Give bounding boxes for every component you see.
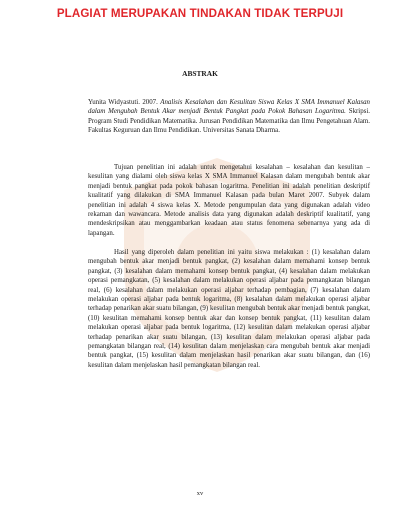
plagiarism-banner: PLAGIAT MERUPAKAN TINDAKAN TIDAK TERPUJI xyxy=(56,7,344,20)
page-number: xv xyxy=(196,490,204,497)
abstract-title: ABSTRAK xyxy=(182,69,218,78)
citation xyxy=(88,98,370,136)
abstract-paragraph-2: Hasil yang diperoleh dalam penelitian ini yaitu siswa melakukan : (1) kesalahan dalam mengubah bentuk akar menjadi bentuk pangkat, (2) kesalahan dalam memahami konsep bentuk pangkat, (3) kesalahan dalam memahami konsep bentuk pangkat, (4) kesalahan dalam melakukan operasi pemangkatan, (5) kesalahan dalam melakukan operasi aljabar pada pemangkatan bilangan real, (6) kesalahan dalam melakukan operasi aljabar terhadap pembagian, (7) kesalahan dalam melakukan operasi aljabar pada bentuk logaritma, (8) kesalahan dalam melakukan operasi aljabar terhadap penarikan akar suatu bilangan, (9) kesulitan mengubah bentuk akar menjadi bentuk pangkat, (10) kesulitan memahami konsep bentuk akar dan konsep bentuk pangkat, (11) kesulitan dalam melakukan operasi aljabar pada bentuk logaritma, (12) kesulitan dalam melakukan operasi aljabar terhadap penarikan akar suatu bilangan, (13) kesulitan dalam melakukan operasi aljabar pada pemangkatan bilangan real, (14) kesulitan dalam menjelaskan cara mengubah bentuk akar menjadi bentuk pangkat, (15) kesulitan dalam menjelaskan hasil penarikan akar suatu bilangan, dan (16) kesulitan dalam menjelaskan hasil pemangkatan bilangan real. xyxy=(88,249,370,369)
citation-title: Analisis Kesalahan dan Kesulitan Siswa Kelas X SMA Immanuel Kalasan dalam Mengubah Bentuk Akar menjadi Bentuk Pangkat pada Pokok Bahasan Logaritma. xyxy=(88,99,370,116)
citation-author: Yunita Widyastuti. 2007. xyxy=(88,99,158,106)
abstract-paragraph-1: Tujuan penelitian ini adalah untuk mengetahui kesalahan – kesalahan dan kesulitan – kesulitan yang dialami oleh siswa kelas X SMA Immanuel Kalasan dalam mengubah bentuk akar menjadi bentuk pangkat pada pokok bahasan logaritma. Penelitian ini adalah penelitian deskriptif kualitatif yang dilakukan di SMA Immanuel Kalasan pada bulan Maret 2007. Subyek dalam penelitian ini adalah 4 siswa kelas X. Metode pengumpulan data yang digunakan adalah video rekaman dan wawancara. Metode analisis data yang digunakan adalah deskriptif kualitatif, yang mendeskripsikan atau menggambarkan keadaan atau status fenomena sebenarnya yang ada di lapangan. xyxy=(88,164,370,237)
citation-details: Skripsi. Program Studi Pendidikan Matematika. Jurusan Pendidikan Matematika dan Ilmu Pengetahuan Alam. Fakultas Keguruan dan Ilmu Pendidikan. Universitas Sanata Dharma. xyxy=(88,108,370,135)
